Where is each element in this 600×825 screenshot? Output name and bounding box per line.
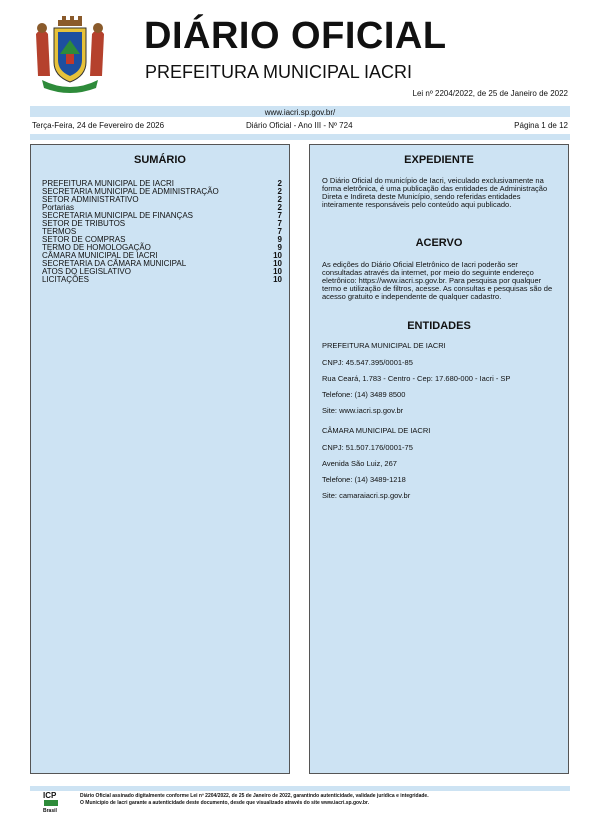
camara-name: CÂMARA MUNICIPAL DE IACRI (322, 426, 431, 435)
footer-text (80, 793, 429, 807)
svg-text:Brasil: Brasil (43, 808, 57, 814)
summary-item-page: 2 (277, 187, 282, 196)
footer-line-1: Diário Oficial assinado digitalmente conforme Lei nº 2204/2022, de 25 de Janeiro de 2022, garantindo autenticidade, validade jurídica e integridade. (80, 793, 429, 799)
summary-item-label: SECRETARIA MUNICIPAL DE ADMINISTRAÇÃO (42, 187, 219, 196)
summary-list (42, 180, 282, 284)
summary-panel (30, 144, 290, 774)
entidades-heading: ENTIDADES (407, 320, 471, 332)
footer-line-2: O Município de Iacri garante a autenticidade deste documento, desde que visualizado através do site www.iacri.sp.gov.br. (80, 800, 369, 806)
summary-item-label: SECRETARIA DA CÂMARA MUNICIPAL (42, 259, 187, 268)
summary-item-page: 9 (277, 243, 282, 252)
summary-item-label: LICITAÇÕES (42, 275, 89, 284)
camara-phone: Telefone: (14) 3489-1218 (322, 475, 406, 484)
prefeitura-name: PREFEITURA MUNICIPAL DE IACRI (322, 341, 446, 350)
summary-item-label: ATOS DO LEGISLATIVO (42, 267, 131, 276)
acervo-text: As edições do Diário Oficial Eletrônico de Iacri poderão ser consultadas através da internet, por meio do seguinte endereço eletrônico: https://www.iacri.sp.gov.br. Para pesquisa por qualquer termo e utilização de filtros, acesse. As consultas e pesquisas são de acesso gratuito e independente de qualquer cadastro. (322, 260, 553, 301)
edition-number: Diário Oficial - Ano III - Nº 724 (246, 121, 353, 130)
law-reference: Lei nº 2204/2022, de 25 de Janeiro de 2022 (412, 89, 568, 98)
summary-item-label: TERMO DE HOMOLOGAÇÃO (42, 243, 151, 252)
summary-item-label: Portarias (42, 203, 75, 212)
summary-item-label: TERMOS (42, 227, 77, 236)
footer-band (30, 786, 570, 791)
svg-text:ICP: ICP (43, 791, 57, 800)
publication-date: Terça-Feira, 24 de Fevereiro de 2026 (32, 121, 165, 130)
summary-item-page: 7 (277, 227, 282, 236)
summary-item-page: 7 (277, 211, 282, 220)
prefeitura-cnpj: CNPJ: 45.547.395/0001-85 (322, 358, 413, 367)
site-link[interactable]: www.iacri.sp.gov.br/ (264, 108, 336, 117)
camara-cnpj: CNPJ: 51.507.176/0001-75 (322, 443, 413, 452)
summary-item-page: 10 (273, 267, 282, 276)
municipal-crest-logo (30, 14, 110, 94)
summary-item-label: PREFEITURA MUNICIPAL DE IACRI (42, 179, 175, 188)
info-band-bottom (30, 134, 570, 140)
page-number: Página 1 de 12 (514, 121, 568, 130)
summary-item[interactable] (42, 220, 282, 228)
summary-item-page: 9 (277, 235, 282, 244)
page-subtitle: PREFEITURA MUNICIPAL IACRI (145, 62, 413, 82)
icp-brasil-seal-icon (41, 790, 65, 814)
summary-item-label: SETOR ADMINISTRATIVO (42, 195, 139, 204)
summary-item-page: 2 (277, 203, 282, 212)
summary-item-page: 10 (273, 259, 282, 268)
summary-item-label: SETOR DE COMPRAS (42, 235, 126, 244)
expediente-text: O Diário Oficial do município de Iacri, veiculado exclusivamente na forma eletrônica, é uma publicação das entidades de Administração Direta e Indireta deste Município, sendo referidas entidades inteiramente responsáveis pelo conteúdo aqui publicado. (322, 176, 548, 209)
summary-item-page: 7 (277, 219, 282, 228)
info-panel (309, 144, 569, 774)
prefeitura-phone: Telefone: (14) 3489 8500 (322, 390, 406, 399)
summary-item-page: 10 (273, 275, 282, 284)
summary-item-page: 2 (277, 195, 282, 204)
summary-item-page: 10 (273, 251, 282, 260)
summary-item-label: CÂMARA MUNICIPAL DE IACRI (42, 251, 158, 260)
summary-item-page: 2 (277, 179, 282, 188)
camara-site[interactable]: Site: camaraiacri.sp.gov.br (322, 491, 411, 500)
summary-item[interactable] (42, 196, 282, 204)
summary-item-label: SECRETARIA MUNICIPAL DE FINANÇAS (42, 211, 193, 220)
acervo-heading: ACERVO (415, 237, 463, 249)
expediente-heading: EXPEDIENTE (404, 154, 474, 166)
summary-item-label: SETOR DE TRIBUTOS (42, 219, 126, 228)
prefeitura-address: Rua Ceará, 1.783 - Centro - Cep: 17.680-000 - Iacri - SP (322, 374, 511, 383)
prefeitura-site[interactable]: Site: www.iacri.sp.gov.br (322, 406, 404, 415)
camara-address: Avenida São Luiz, 267 (322, 459, 397, 468)
page-title: DIÁRIO OFICIAL (144, 15, 447, 57)
summary-heading: SUMÁRIO (134, 154, 186, 166)
summary-item[interactable] (42, 276, 282, 284)
